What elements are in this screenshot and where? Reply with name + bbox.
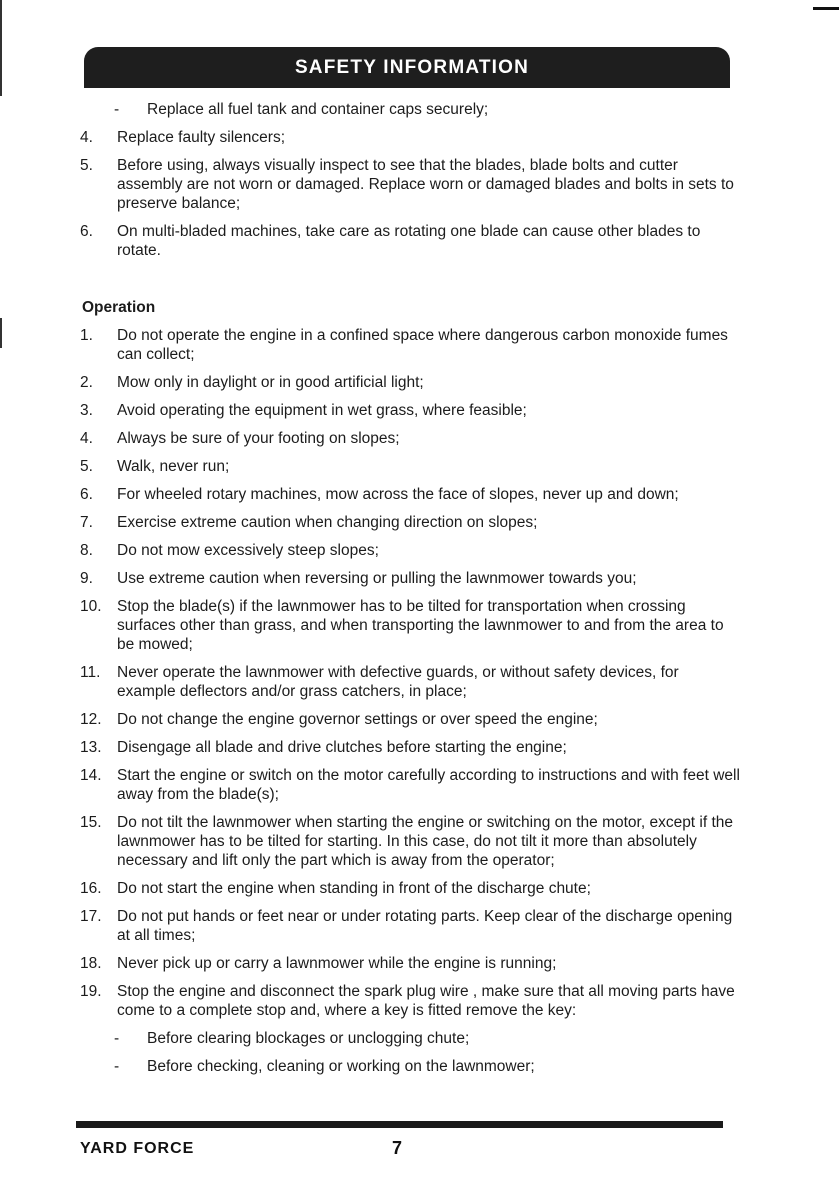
list-item-text: Do not mow excessively steep slopes; (117, 542, 379, 559)
page-title: SAFETY INFORMATION (294, 56, 530, 78)
list-item (80, 128, 740, 147)
list-item-number: 7. (80, 514, 93, 531)
list-item-text: Walk, never run; (117, 458, 230, 475)
list-item-number: 4. (80, 430, 93, 447)
corner-scan-mark (813, 7, 839, 10)
subitem-text: Before clearing blockages or unclogging chute; (147, 1030, 470, 1047)
left-edge-scan-mark (0, 0, 2, 96)
list-item-text: Do not change the engine governor settings or over speed the engine; (117, 711, 598, 728)
list-item-number: 17. (80, 908, 102, 925)
list-item-text: Before using, always visually inspect to see that the blades, blade bolts and cutter assembly are not worn or damaged. Replace worn or damaged blades and bolts in sets to preserve balance; (117, 157, 734, 212)
operation-subitem-list (80, 1029, 740, 1076)
subitem-text: Replace all fuel tank and container caps securely; (147, 101, 489, 118)
section-header-banner (84, 47, 730, 88)
list-item (80, 457, 740, 476)
list-item-number: 5. (80, 157, 93, 174)
list-item-number: 10. (80, 598, 102, 615)
list-item (80, 954, 740, 973)
list-item-number: 2. (80, 374, 93, 391)
list-item-number: 1. (80, 327, 93, 344)
list-item-number: 4. (80, 129, 93, 146)
list-item-text: Avoid operating the equipment in wet grass, where feasible; (117, 402, 527, 419)
list-item-text: For wheeled rotary machines, mow across the face of slopes, never up and down; (117, 486, 679, 503)
list-item-number: 12. (80, 711, 102, 728)
list-item (80, 738, 740, 757)
list-item (80, 373, 740, 392)
list-item (80, 663, 740, 701)
list-item (80, 513, 740, 532)
list-item (80, 156, 740, 213)
list-item-text: Never operate the lawnmower with defective guards, or without safety devices, for example deflectors and/or grass catchers, in place; (117, 664, 679, 700)
list-item-text: Do not start the engine when standing in front of the discharge chute; (117, 880, 591, 897)
list-item (80, 907, 740, 945)
list-item (80, 879, 740, 898)
list-item (80, 401, 740, 420)
document-body (80, 100, 740, 1085)
footer-rule (76, 1121, 723, 1128)
list-item-text: Always be sure of your footing on slopes; (117, 430, 400, 447)
continued-subitem (80, 100, 740, 119)
list-item (80, 597, 740, 654)
operation-list (80, 326, 740, 1020)
list-item-number: 5. (80, 458, 93, 475)
list-item-number: 15. (80, 814, 102, 831)
list-item-number: 9. (80, 570, 93, 587)
list-item-number: 18. (80, 955, 102, 972)
list-item-text: Use extreme caution when reversing or pulling the lawnmower towards you; (117, 570, 637, 587)
list-item (80, 813, 740, 870)
list-item-number: 11. (80, 664, 101, 681)
list-item-number: 13. (80, 739, 102, 756)
list-item-number: 6. (80, 223, 93, 240)
list-item-number: 8. (80, 542, 93, 559)
list-item-text: Stop the engine and disconnect the spark plug wire , make sure that all moving parts have come to a complete stop and, where a key is fitted remove the key: (117, 983, 735, 1019)
left-edge-scan-mark (0, 318, 2, 348)
list-item (80, 222, 740, 260)
list-item-text: Stop the blade(s) if the lawnmower has to be tilted for transportation when crossing surfaces other than grass, and when transporting the lawnmower to and from the area to be mowed; (117, 598, 724, 653)
list-item-text: Do not tilt the lawnmower when starting the engine or switching on the motor, except if the lawnmower has to be tilted for starting. In this case, do not tilt it more than absolutely necessary and lift only the part which is away from the operator; (117, 814, 734, 869)
list-item (80, 569, 740, 588)
list-item (80, 982, 740, 1020)
list-item-text: Start the engine or switch on the motor carefully according to instructions and with feet well away from the blade(s); (117, 767, 740, 803)
subitem-marker: - (114, 101, 120, 118)
list-item (80, 710, 740, 729)
subitem-marker: - (114, 1030, 120, 1047)
maintenance-list (80, 128, 740, 260)
list-subitem (80, 1057, 740, 1076)
list-item-text: Do not operate the engine in a confined space where dangerous carbon monoxide fumes can collect; (117, 327, 728, 363)
list-item-text: On multi-bladed machines, take care as rotating one blade can cause other blades to rotate. (117, 223, 701, 259)
subitem-text: Before checking, cleaning or working on the lawnmower; (147, 1058, 535, 1075)
list-item-text: Disengage all blade and drive clutches before starting the engine; (117, 739, 567, 756)
page-number: 7 (392, 1138, 403, 1158)
list-item-number: 14. (80, 767, 102, 784)
list-item (80, 541, 740, 560)
list-item-text: Do not put hands or feet near or under rotating parts. Keep clear of the discharge opening at all times; (117, 908, 733, 944)
brand-logo: YARD FORCE (80, 1140, 195, 1157)
list-subitem (80, 1029, 740, 1048)
section-heading-operation: Operation (82, 299, 156, 316)
list-item-text: Exercise extreme caution when changing direction on slopes; (117, 514, 538, 531)
list-item (80, 429, 740, 448)
list-item-number: 3. (80, 402, 93, 419)
list-item (80, 326, 740, 364)
list-item-text: Replace faulty silencers; (117, 129, 285, 146)
list-item-number: 6. (80, 486, 93, 503)
list-item (80, 485, 740, 504)
subitem-marker: - (114, 1058, 120, 1075)
list-item-number: 19. (80, 983, 102, 1000)
list-item-text: Never pick up or carry a lawnmower while the engine is running; (117, 955, 557, 972)
list-item-text: Mow only in daylight or in good artificial light; (117, 374, 424, 391)
list-item-number: 16. (80, 880, 102, 897)
list-item (80, 766, 740, 804)
